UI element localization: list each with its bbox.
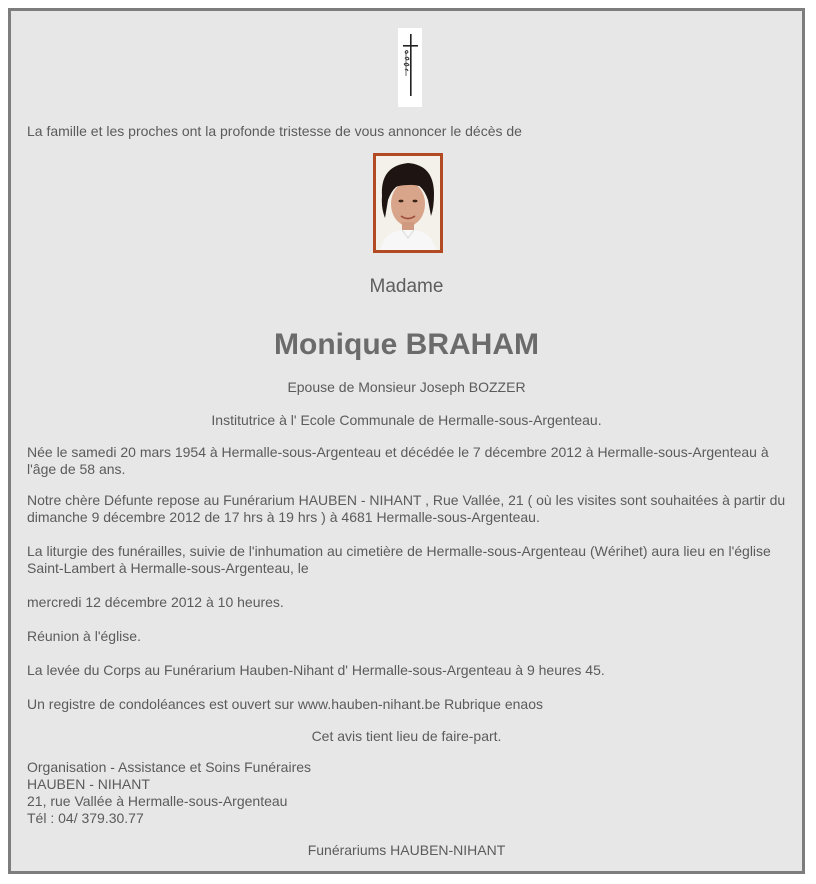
- organisation-name: HAUBEN - NIHANT: [27, 776, 150, 792]
- registry-line: Un registre de condoléances est ouvert sur www.hauben-nihant.be Rubrique enaos: [27, 696, 543, 712]
- liturgy-paragraph: La liturgie des funérailles, suivie de l'inhumation au cimetière de Hermalle-sous-Argenteau (Wérihet) aura lieu en l'église Saint-Lambert à Hermalle-sous-Argenteau, le: [27, 543, 771, 576]
- cross-icon: [398, 28, 422, 107]
- footer-signature: Funérariums HAUBEN-NIHANT: [307, 842, 506, 858]
- body-lifting-line: La levée du Corps au Funérarium Hauben-Nihant d' Hermalle-sous-Argenteau à 9 heures 45.: [27, 662, 605, 678]
- organisation-line: Organisation - Assistance et Soins Funéraires: [27, 759, 312, 775]
- honorific: Madame: [369, 276, 444, 297]
- organisation-block: [27, 759, 792, 827]
- meeting-line: Réunion à l'église.: [27, 628, 141, 644]
- organisation-address: 21, rue Vallée à Hermalle-sous-Argenteau: [27, 793, 288, 809]
- spouse-line: Epouse de Monsieur Joseph BOZZER: [287, 379, 526, 395]
- portrait-photo: [373, 153, 443, 253]
- organisation-phone: Tél : 04/ 379.30.77: [27, 810, 144, 826]
- occupation-line: Institutrice à l' Ecole Communale de Hermalle-sous-Argenteau.: [211, 412, 602, 428]
- birth-death-paragraph: Née le samedi 20 mars 1954 à Hermalle-sous-Argenteau et décédée le 7 décembre 2012 à Hermalle-sous-Argenteau à l'âge de 58 ans.: [27, 444, 769, 477]
- intro-text: La famille et les proches ont la profonde tristesse de vous annoncer le décès de: [27, 123, 522, 139]
- notice-line: Cet avis tient lieu de faire-part.: [311, 728, 502, 744]
- obituary-card: [8, 8, 805, 874]
- ceremony-date: mercredi 12 décembre 2012 à 10 heures.: [27, 594, 284, 610]
- deceased-name: Monique BRAHAM: [274, 328, 539, 361]
- rest-paragraph: Notre chère Défunte repose au Funérarium HAUBEN - NIHANT , Rue Vallée, 21 ( où les visites sont souhaitées à partir du dimanche 9 décembre 2012 de 17 hrs à 19 hrs ) à 4681 Hermalle-sous-Argenteau.: [27, 492, 786, 525]
